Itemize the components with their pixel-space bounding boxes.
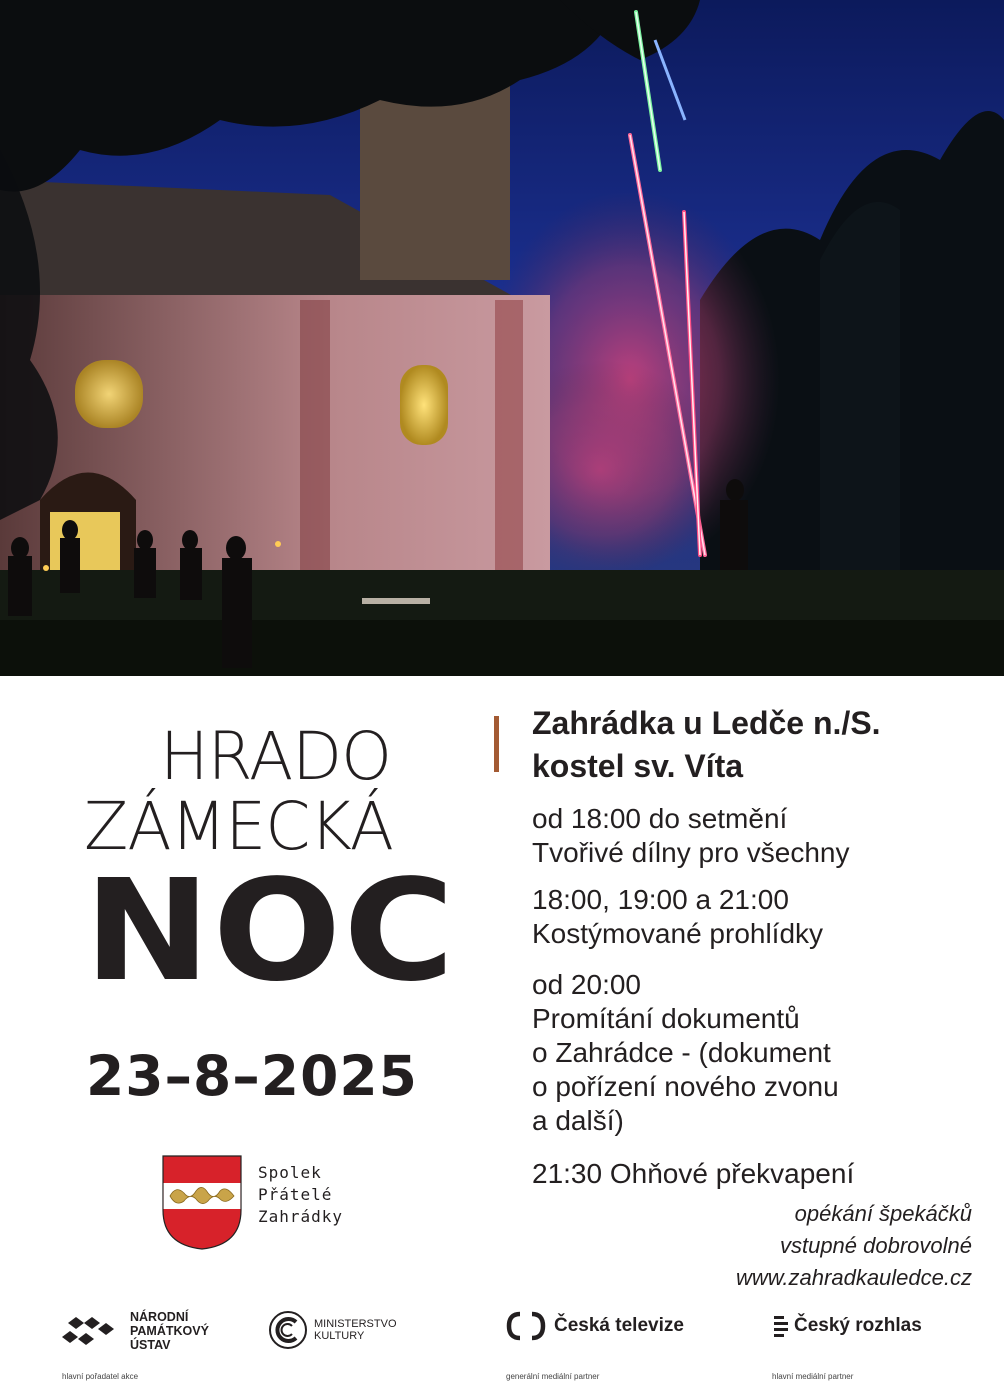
- coat-of-arms-icon: [162, 1155, 242, 1250]
- program-line: 18:00, 19:00 a 21:00: [532, 884, 789, 915]
- ministry-line: KULTURY: [314, 1330, 365, 1342]
- program-item-tours: [532, 883, 823, 951]
- event-date: 23–8–2025: [86, 1044, 418, 1108]
- organiser-name: [258, 1162, 343, 1228]
- ministry-line: MINISTERSTVO: [314, 1318, 397, 1330]
- title-line-2: ZÁMECKÁ: [84, 788, 394, 865]
- hero-photo: [0, 0, 1004, 676]
- extra-sausages: opékání špekáčků: [794, 1201, 972, 1226]
- program-item-screening: [532, 968, 839, 1138]
- program-line: o Zahrádce - (dokument: [532, 1037, 831, 1068]
- accent-bar: [494, 716, 499, 772]
- extra-admission: vstupné dobrovolné: [779, 1233, 972, 1258]
- program-item-fire: [532, 1157, 854, 1191]
- program-line: Tvořivé dílny pro všechny: [532, 837, 850, 868]
- npu-logo: [62, 1310, 209, 1352]
- ct-brackets-icon: [506, 1311, 546, 1341]
- title-line-3: NOC: [84, 850, 457, 1013]
- cr-name: Český rozhlas: [794, 1315, 922, 1336]
- venue-church: kostel sv. Víta: [532, 748, 744, 784]
- ct-logo: [506, 1311, 684, 1341]
- venue: [532, 702, 881, 788]
- program-line: a další): [532, 1105, 624, 1136]
- church-fireworks-photo: [0, 0, 1004, 676]
- ct-caption: generální mediální partner: [506, 1372, 600, 1381]
- npu-line: ÚSTAV: [130, 1338, 171, 1352]
- program-line: od 18:00 do setmění: [532, 803, 788, 834]
- program-item-workshops: [532, 802, 849, 870]
- npu-caption: hlavní pořadatel akce: [62, 1372, 139, 1381]
- ct-name: Česká televize: [554, 1315, 684, 1336]
- ministry-c-icon: [268, 1310, 308, 1350]
- program-line: 21:30 Ohňové překvapení: [532, 1158, 855, 1189]
- cr-caption: hlavní mediální partner: [772, 1372, 854, 1381]
- npu-line: PAMÁTKOVÝ: [130, 1324, 209, 1338]
- website-link[interactable]: www.zahradkauledce.cz: [735, 1265, 972, 1290]
- organiser-line: Přátelé: [258, 1185, 333, 1204]
- program-line: o pořízení nového zvonu: [532, 1071, 839, 1102]
- ministry-logo: [268, 1310, 397, 1350]
- npu-line: NÁRODNÍ: [130, 1310, 189, 1324]
- title-line-1: HRADO: [160, 718, 392, 795]
- program-line: Kostýmované prohlídky: [532, 918, 824, 949]
- cr-bars-icon: [772, 1314, 790, 1338]
- npu-diamonds-icon: [62, 1313, 118, 1349]
- organiser-line: Spolek: [258, 1163, 322, 1182]
- extras: [736, 1198, 972, 1294]
- program-line: od 20:00: [532, 969, 641, 1000]
- program-line: Promítání dokumentů: [532, 1003, 800, 1034]
- organiser-line: Zahrádky: [258, 1207, 344, 1226]
- cr-logo: [772, 1314, 922, 1338]
- venue-place: Zahrádka u Ledče n./S.: [532, 705, 881, 741]
